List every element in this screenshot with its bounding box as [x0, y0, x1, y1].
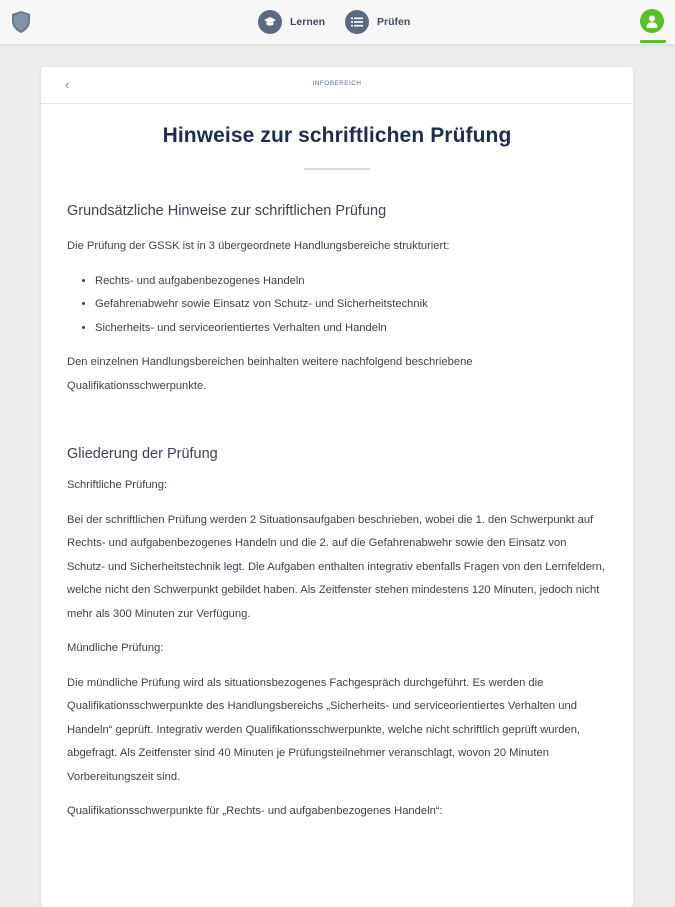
- section1-intro: Die Prüfung der GSSK ist in 3 übergeordnete Handlungsbereiche strukturiert:: [67, 240, 450, 252]
- nav-lernen-label: Lernen: [290, 16, 326, 28]
- back-chevron-icon[interactable]: ‹: [65, 77, 70, 92]
- graduation-cap-icon: [258, 10, 282, 34]
- user-icon: [640, 9, 664, 33]
- nav-pruefen[interactable]: [345, 10, 410, 34]
- written-exam-text: Bei der schriftlichen Prüfung werden 2 Situationsaufgaben beschrieben, wobei die 1. den Schwerpunkt auf Rechts- und aufgabenbezogenes Handeln und die 2. auf die Gefahrenabwehr sowie den Einsatz von Schutz- und Sicherheitstechnik legt. Die Aufgaben enthalten integrativ ebenfalls Fragen von den Lernfeldern, welche nicht den Schwerpunkt gebildet haben. Als Zeitfenster stehen mindestens 120 Minuten, jedoch nicht mehr als 300 Minuten zur Verfügung.: [67, 513, 605, 620]
- active-tab-indicator: [640, 40, 666, 43]
- user-profile-button[interactable]: [640, 9, 666, 43]
- nav-lernen[interactable]: [258, 10, 325, 34]
- list-item: • Gefahrenabwehr sowie Einsatz von Schutz- und Sicherheitstechnik: [95, 293, 607, 317]
- main-nav: [258, 10, 410, 34]
- article-content: [41, 203, 633, 824]
- title-divider: [304, 168, 370, 170]
- header-title: INFOBEREICH: [312, 80, 362, 87]
- section1-outro: Den einzelnen Handlungsbereichen beinhalten weitere nachfolgend beschriebene Qualifikationsschwerpunkte.: [67, 356, 473, 392]
- list-icon: [345, 10, 369, 34]
- page-title: Hinweise zur schriftlichen Prüfung: [162, 124, 512, 147]
- focus-points-label: Qualifikationsschwerpunkte für „Rechts- und aufgabenbezogenes Handeln“:: [67, 805, 443, 817]
- card-header: [41, 67, 633, 104]
- top-navigation-bar: [0, 0, 675, 45]
- list-item: • Sicherheits- und serviceorientiertes Verhalten und Handeln: [95, 317, 607, 341]
- oral-exam-text: Die mündliche Prüfung wird als situationsbezogenes Fachgespräch durchgeführt. Es werden die Qualifikationsschwerpunkte des Handlungsbereichs „Sicherheits- und serviceorientiertes Verhalten und Handeln“ geprüft. Integrativ werden Qualifikationsschwerpunkte, welche nicht schriftlich geprüft wurden, abgefragt. Als Zeitfenster sind 40 Minuten je Prüfungsteilnehmer veranschlagt, wovon 20 Minuten Vorbereitungszeit sind.: [67, 676, 581, 783]
- section-heading-grundsaetzliche-hinweise: Grundsätzliche Hinweise zur schriftlichen Prüfung: [67, 203, 387, 219]
- list-item: • Rechts- und aufgabenbezogenes Handeln: [95, 270, 607, 294]
- nav-pruefen-label: Prüfen: [377, 16, 411, 28]
- oral-exam-label: Mündliche Prüfung:: [67, 642, 164, 654]
- logo-shield-icon[interactable]: [10, 10, 32, 34]
- section-heading-gliederung: Gliederung der Prüfung: [67, 446, 218, 462]
- handlungsbereiche-list: [67, 270, 607, 341]
- written-exam-label: Schriftliche Prüfung:: [67, 479, 168, 491]
- content-card: [41, 67, 633, 907]
